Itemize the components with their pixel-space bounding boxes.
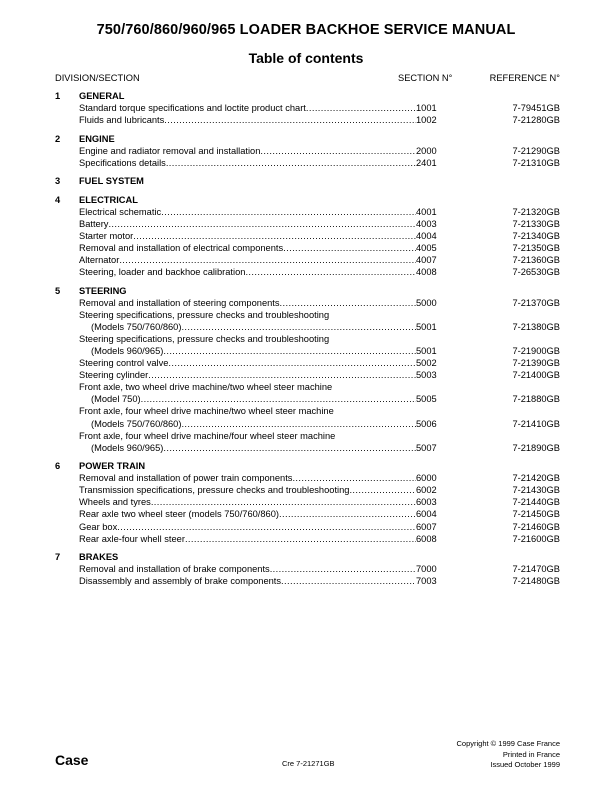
- section-code: 4007: [416, 255, 437, 266]
- entry-title: Gear box: [79, 521, 118, 532]
- entry-title: Removal and installation of steering components: [79, 297, 280, 308]
- toc-heading: Table of contents: [248, 50, 364, 66]
- toc-entry: [55, 357, 560, 369]
- section-number: 6: [55, 461, 61, 472]
- section-heading: [55, 285, 560, 297]
- toc-entry: [55, 533, 560, 545]
- section-code: 6004: [416, 509, 437, 520]
- reference-number: 7-26530GB: [512, 267, 560, 278]
- dot-leader: [119, 254, 416, 266]
- toc-section: [55, 460, 560, 545]
- toc-entry: [55, 242, 560, 254]
- toc-entry: [55, 254, 560, 266]
- section-number: 2: [55, 133, 61, 144]
- reference-number: 7-21330GB: [512, 218, 560, 229]
- section-name: ELECTRICAL: [79, 194, 138, 205]
- dot-leader: [281, 575, 416, 587]
- document-title: 750/760/860/960/965 LOADER BACKHOE SERVICE MANUAL: [96, 22, 516, 38]
- toc-entry: [55, 297, 560, 309]
- section-number: 4: [55, 194, 61, 205]
- column-header-division: DIVISION/SECTION: [55, 73, 140, 83]
- dot-leader: [141, 393, 416, 405]
- entry-title: Alternator: [79, 255, 120, 266]
- dot-leader: [168, 357, 416, 369]
- section-code: 4001: [416, 206, 437, 217]
- reference-number: 7-21900GB: [512, 345, 560, 356]
- reference-number: 7-21290GB: [512, 145, 560, 156]
- toc-entry: [55, 266, 560, 278]
- dot-leader: [108, 218, 416, 230]
- reference-number: 7-21420GB: [512, 473, 560, 484]
- reference-number: 7-21880GB: [512, 394, 560, 405]
- section-code: 6007: [416, 521, 437, 532]
- reference-number: 7-21320GB: [512, 206, 560, 217]
- section-code: 1001: [416, 103, 437, 114]
- column-header-reference: REFERENCE N°: [489, 73, 560, 83]
- reference-number: 7-21360GB: [512, 255, 560, 266]
- section-name: ENGINE: [79, 133, 115, 144]
- reference-number: 7-21430GB: [512, 485, 560, 496]
- entry-title: Disassembly and assembly of brake components: [79, 576, 282, 587]
- dot-leader: [280, 297, 416, 309]
- section-code: 5006: [416, 418, 437, 429]
- section-code: 1002: [416, 115, 437, 126]
- reference-number: 7-21310GB: [512, 157, 560, 168]
- toc-section: [55, 194, 560, 279]
- entry-title: Transmission specifications, pressure checks and troubleshooting: [79, 485, 350, 496]
- section-number: 1: [55, 91, 61, 101]
- section-code: 5001: [416, 321, 437, 332]
- toc-entry: [55, 418, 560, 430]
- toc-entry: [55, 508, 560, 520]
- section-code: 6002: [416, 485, 437, 496]
- reference-number: 7-21400GB: [512, 370, 560, 381]
- toc-entry: [55, 345, 560, 357]
- dot-leader: [151, 496, 416, 508]
- entry-title: Removal and installation of power train components: [79, 473, 293, 484]
- section-name: BRAKES: [79, 552, 119, 563]
- dot-leader: [349, 484, 416, 496]
- reference-number: 7-21350GB: [512, 242, 560, 253]
- section-name: GENERAL: [79, 91, 125, 101]
- entry-title-line: Steering specifications, pressure checks and troubleshooting: [79, 309, 330, 320]
- dot-leader: [245, 266, 416, 278]
- dot-leader: [306, 102, 416, 114]
- reference-number: 7-21410GB: [512, 418, 560, 429]
- toc-entry: [55, 157, 560, 169]
- section-code: 4008: [416, 267, 437, 278]
- dot-leader: [260, 145, 416, 157]
- entry-title: (Models 960/965): [91, 442, 164, 453]
- toc-entry: [55, 102, 560, 114]
- toc-entry: [55, 393, 560, 405]
- section-code: 7003: [416, 576, 437, 587]
- toc-entry: [55, 496, 560, 508]
- reference-number: 7-21450GB: [512, 509, 560, 520]
- dot-leader: [133, 230, 416, 242]
- entry-title: Rear axle two wheel steer (models 750/760/860): [79, 509, 279, 520]
- entry-title: Removal and installation of electrical components: [79, 242, 284, 253]
- section-code: 4003: [416, 218, 437, 229]
- dot-leader: [292, 472, 416, 484]
- printed-text: Printed in France: [502, 749, 560, 759]
- toc-entry: [55, 472, 560, 484]
- reference-number: 7-21370GB: [512, 297, 560, 308]
- dot-leader: [163, 345, 416, 357]
- column-header-section: SECTION N°: [398, 73, 453, 83]
- reference-number: 7-21600GB: [512, 533, 560, 544]
- toc-entry: [55, 369, 560, 381]
- section-code: 5007: [416, 442, 437, 453]
- brand-logo-text: Case: [55, 752, 89, 768]
- entry-title: Wheels and tyres: [79, 497, 151, 508]
- section-heading: [55, 194, 560, 206]
- toc-entry: [55, 230, 560, 242]
- reference-number: 7-21470GB: [512, 564, 560, 575]
- entry-title: Steering control valve: [79, 358, 169, 369]
- dot-leader: [270, 563, 416, 575]
- entry-title-line: Front axle, two wheel drive machine/two wheel steer machine: [79, 382, 333, 393]
- entry-title: Standard torque specifications and loctite product chart: [79, 103, 306, 114]
- toc-section: [55, 551, 560, 587]
- dot-leader: [166, 157, 416, 169]
- entry-title: Steering, loader and backhoe calibration: [79, 267, 246, 278]
- section-code: 5005: [416, 394, 437, 405]
- entry-title-line: Steering specifications, pressure checks and troubleshooting: [79, 333, 330, 344]
- reference-number: 7-21890GB: [512, 442, 560, 453]
- section-code: 5003: [416, 370, 437, 381]
- section-code: 2401: [416, 157, 437, 168]
- entry-title: (Models 960/965): [91, 345, 164, 356]
- section-number: 3: [55, 176, 61, 187]
- section-code: 6000: [416, 473, 437, 484]
- section-code: 6003: [416, 497, 437, 508]
- section-code: 7000: [416, 564, 437, 575]
- dot-leader: [283, 242, 416, 254]
- dot-leader: [161, 206, 416, 218]
- entry-title: Electrical schematic: [79, 206, 162, 217]
- toc-list: [55, 90, 560, 594]
- toc-section: [55, 175, 560, 187]
- publication-info: [457, 739, 561, 771]
- entry-title: Specifications details: [79, 157, 166, 168]
- toc-entry: [55, 442, 560, 454]
- toc-entry: [55, 145, 560, 157]
- toc-entry: [55, 575, 560, 587]
- entry-title: Rear axle-four whell steer: [79, 533, 185, 544]
- section-code: 4005: [416, 242, 437, 253]
- issued-text: Issued October 1999: [490, 760, 560, 769]
- section-code: 5002: [416, 358, 437, 369]
- dot-leader: [163, 442, 416, 454]
- section-code: 2000: [416, 145, 437, 156]
- dot-leader: [181, 321, 416, 333]
- dot-leader: [148, 369, 416, 381]
- reference-number: 7-21380GB: [512, 321, 560, 332]
- toc-entry: [55, 114, 560, 126]
- toc-entry: [55, 484, 560, 496]
- section-heading: [55, 460, 560, 472]
- copyright-text: Copyright © 1999 Case France: [456, 739, 560, 748]
- reference-number: 7-21390GB: [512, 358, 560, 369]
- reference-number: 7-21460GB: [512, 521, 560, 532]
- section-heading: [55, 551, 560, 563]
- section-number: 7: [55, 552, 61, 563]
- entry-title: Removal and installation of brake components: [79, 564, 270, 575]
- section-code: 5001: [416, 345, 437, 356]
- toc-entry: [55, 521, 560, 533]
- section-heading: [55, 133, 560, 145]
- dot-leader: [117, 521, 416, 533]
- dot-leader: [181, 418, 416, 430]
- section-heading: [55, 90, 560, 102]
- reference-number: 7-21480GB: [512, 576, 560, 587]
- reference-number: 7-79451GB: [512, 103, 560, 114]
- toc-section: [55, 90, 560, 126]
- entry-title: Starter motor: [79, 230, 134, 241]
- dot-leader: [164, 114, 416, 126]
- toc-entry: [55, 563, 560, 575]
- entry-title: (Model 750): [91, 394, 141, 405]
- reference-number: 7-21280GB: [512, 115, 560, 126]
- document-code: Cre 7-21271GB: [282, 759, 335, 768]
- toc-section: [55, 285, 560, 454]
- reference-number: 7-21340GB: [512, 230, 560, 241]
- section-name: STEERING: [79, 285, 127, 296]
- section-code: 5000: [416, 297, 437, 308]
- section-name: FUEL SYSTEM: [79, 176, 144, 187]
- entry-title: Fluids and lubricants: [79, 115, 165, 126]
- section-number: 5: [55, 285, 61, 296]
- entry-title-line: Front axle, four wheel drive machine/four wheel steer machine: [79, 430, 336, 441]
- entry-title: Battery: [79, 218, 109, 229]
- section-code: 4004: [416, 230, 437, 241]
- dot-leader: [185, 533, 416, 545]
- dot-leader: [279, 508, 416, 520]
- toc-entry: [55, 218, 560, 230]
- toc-entry: [55, 321, 560, 333]
- section-heading: [55, 175, 560, 187]
- section-name: POWER TRAIN: [79, 461, 146, 472]
- entry-title: Steering cylinder: [79, 370, 149, 381]
- entry-title: (Models 750/760/860): [91, 418, 182, 429]
- entry-title-line: Front axle, four wheel drive machine/two wheel steer machine: [79, 406, 334, 417]
- toc-entry: [55, 206, 560, 218]
- entry-title: (Models 750/760/860): [91, 321, 182, 332]
- entry-title: Engine and radiator removal and installation: [79, 145, 261, 156]
- toc-section: [55, 133, 560, 169]
- section-code: 6008: [416, 533, 437, 544]
- reference-number: 7-21440GB: [512, 497, 560, 508]
